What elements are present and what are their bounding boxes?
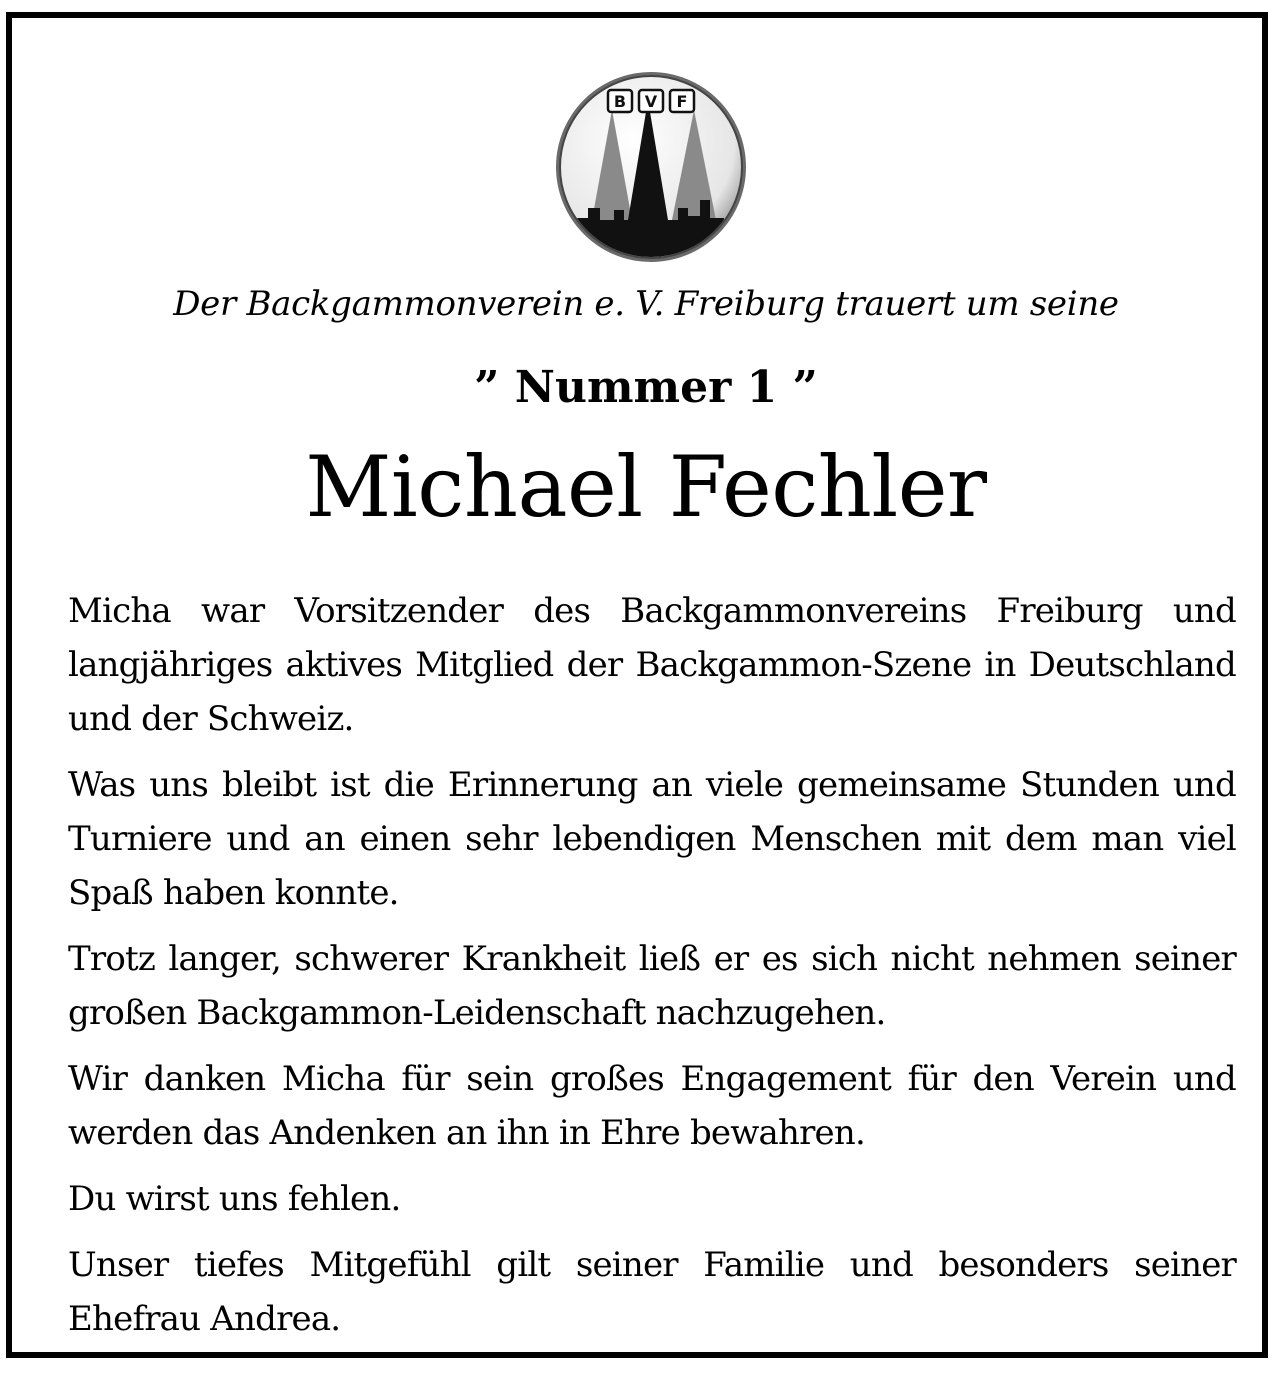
logo-letter-b: B xyxy=(613,92,627,111)
paragraph-2: Was uns bleibt ist die Erinnerung an viele gemeinsame Stunden und Turniere und an einen sehr lebendigen Menschen mit dem man viel Spaß haben konnte. xyxy=(68,765,1236,913)
paragraph-1: Micha war Vorsitzender des Backgammonvereins Freiburg und langjähriges aktives Mitglied der Backgammon-Szene in Deutschland und der Schweiz. xyxy=(68,591,1236,739)
logo-letter-boxes xyxy=(608,90,694,112)
paragraph-5: Du wirst uns fehlen. xyxy=(68,1179,401,1219)
intro-line: Der Backgammonverein e. V. Freiburg trauert um seine xyxy=(173,284,1119,324)
logo-letter-f: F xyxy=(676,92,688,111)
obituary-frame xyxy=(6,12,1268,1358)
obituary-body xyxy=(68,584,1236,1358)
deceased-name: Michael Fechler xyxy=(305,438,987,536)
paragraph-4: Wir danken Micha für sein großes Engagement für den Verein und werden das Andenken an ihn in Ehre bewahren. xyxy=(68,1059,1236,1153)
paragraph-3: Trotz langer, schwerer Krankheit ließ er es sich nicht nehmen seiner großen Backgammon-Leidenschaft nachzugehen. xyxy=(68,939,1236,1033)
bvf-logo xyxy=(554,70,748,264)
nickname: ” Nummer 1 ” xyxy=(474,362,818,413)
paragraph-6: Unser tiefes Mitgefühl gilt seiner Familie und besonders seiner Ehefrau Andrea. xyxy=(68,1245,1236,1339)
logo-letter-v: V xyxy=(644,92,658,111)
